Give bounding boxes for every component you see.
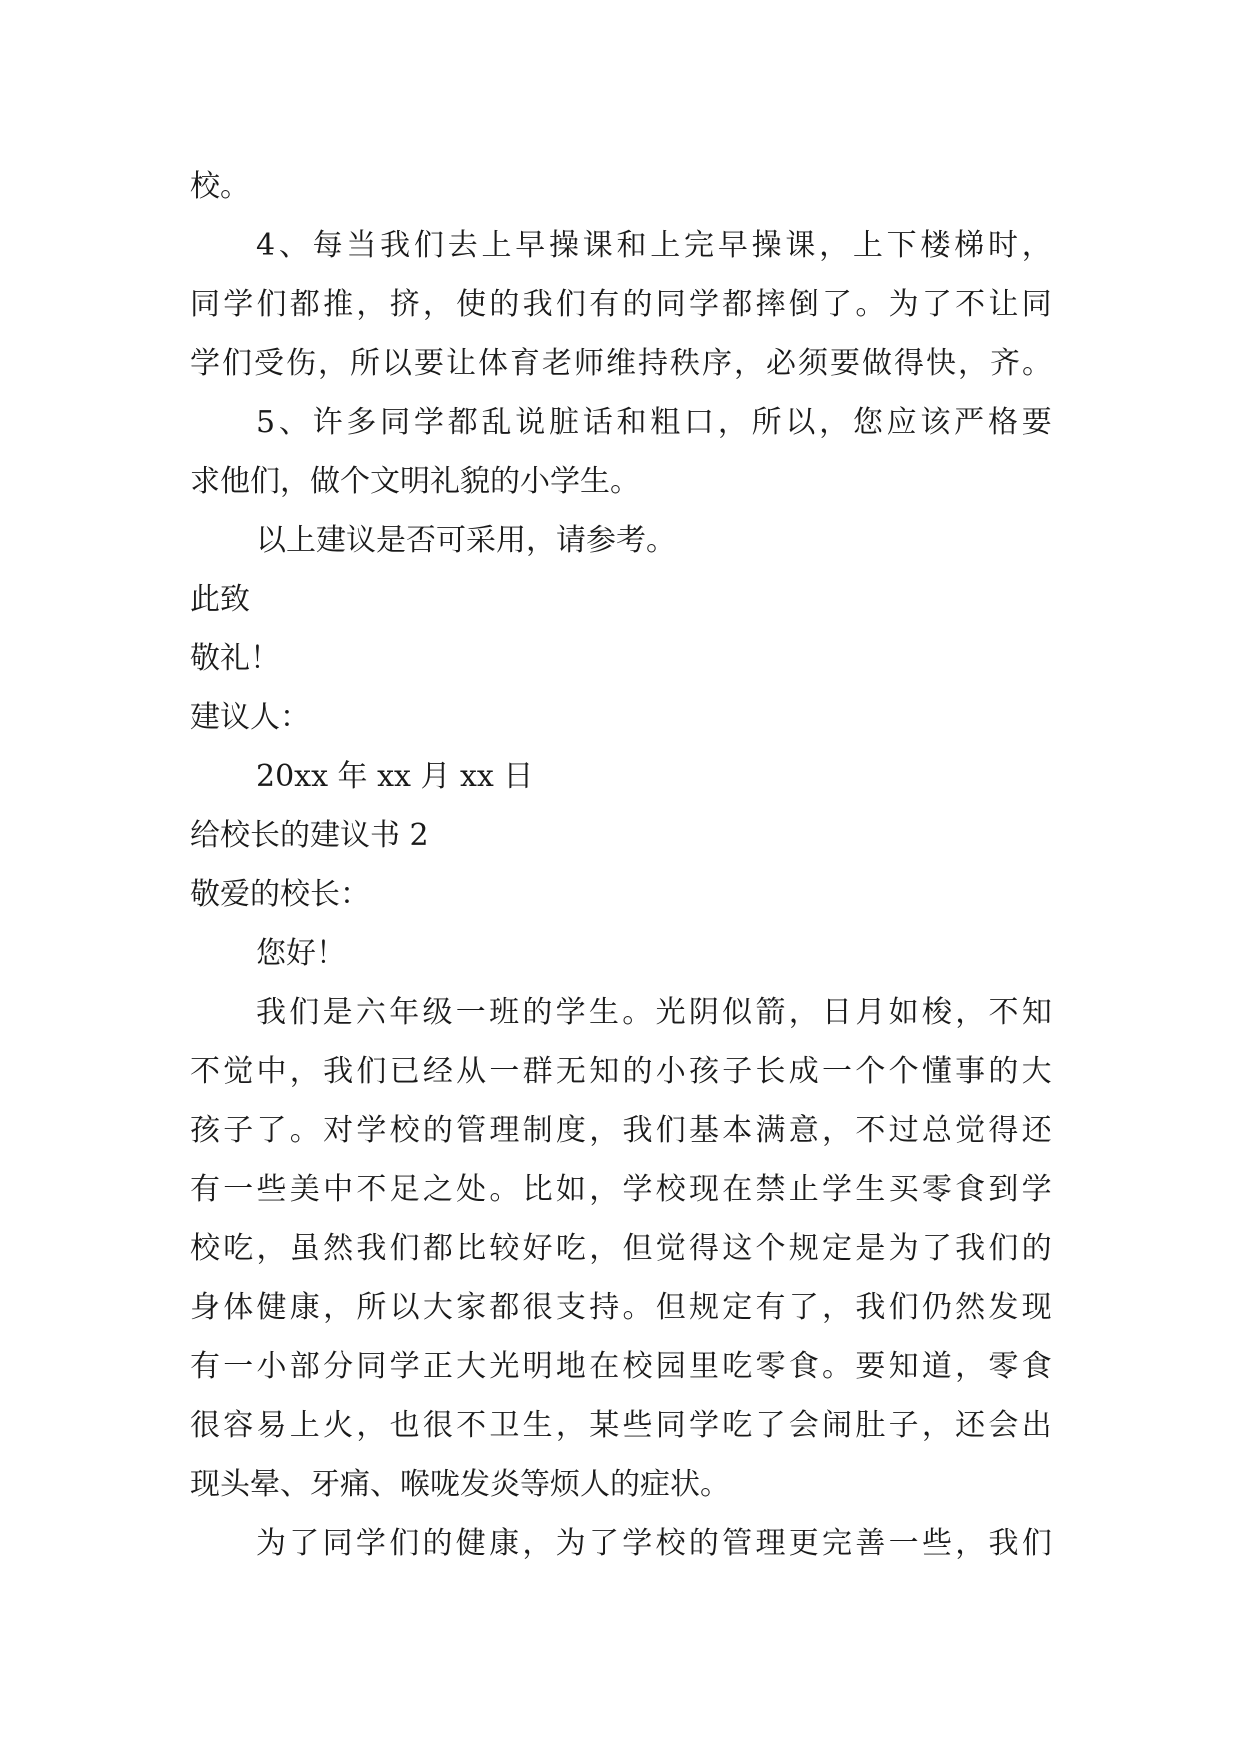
body-line: 为 了 同 学 们 的 健 康 ， 为 了 学 校 的 管 理 更 完 善 一 些 ， 我 们 <box>256 1526 1052 1561</box>
item-4-line-2: 同 学 们 都 推 ， 挤 ， 使 的 我 们 有 的 同 学 都 摔 倒 了 。 为 了 不 让 同 <box>190 287 1052 322</box>
body-line: 校 吃 ， 虽 然 我 们 都 比 较 好 吃 ， 但 觉 得 这 个 规 定 是 为 了 我 们 的 <box>190 1231 1052 1266</box>
body-line: 身 体 健 康 ， 所 以 大 家 都 很 支 持 。 但 规 定 有 了 ， 我 们 仍 然 发 现 <box>190 1290 1052 1325</box>
item-4-line-1: 4 、 每 当 我 们 去 上 早 操 课 和 上 完 早 操 课 ， 上 下 楼 梯 时 ， <box>256 228 1052 263</box>
paragraph-continuation: 校。 <box>190 169 250 204</box>
section-title: 给校长的建议书 2 <box>190 818 429 853</box>
salutation: 敬爱的校长： <box>190 877 370 912</box>
body-line: 孩 子 了 。 对 学 校 的 管 理 制 度 ， 我 们 基 本 满 意 ， 不 过 总 觉 得 还 <box>190 1113 1052 1148</box>
body-line: 现头晕、牙痛、喉咙发炎等烦人的症状。 <box>190 1467 730 1502</box>
greeting: 您好！ <box>256 936 346 971</box>
body-line: 不 觉 中 ， 我 们 已 经 从 一 群 无 知 的 小 孩 子 长 成 一 个 个 懂 事 的 大 <box>190 1054 1052 1089</box>
item-5-line-2: 求他们，做个文明礼貌的小学生。 <box>190 464 640 499</box>
cizhi: 此致 <box>190 582 250 617</box>
date-line: 20xx 年 xx 月 xx 日 <box>256 759 534 794</box>
jingli: 敬礼！ <box>190 641 280 676</box>
body-line: 有 一 些 美 中 不 足 之 处 。 比 如 ， 学 校 现 在 禁 止 学 生 买 零 食 到 学 <box>190 1172 1052 1207</box>
item-4-line-3: 学 们 受 伤 ， 所 以 要 让 体 育 老 师 维 持 秩 序 ， 必 须 要 做 得 快 ， 齐 。 <box>190 346 1052 381</box>
item-5-line-1: 5 、 许 多 同 学 都 乱 说 脏 话 和 粗 口 ， 所 以 ， 您 应 该 严 格 要 <box>256 405 1052 440</box>
body-line: 我 们 是 六 年 级 一 班 的 学 生 。 光 阴 似 箭 ， 日 月 如 梭 ， 不 知 <box>256 995 1052 1030</box>
closing-note: 以上建议是否可采用，请参考。 <box>256 523 676 558</box>
body-line: 有 一 小 部 分 同 学 正 大 光 明 地 在 校 园 里 吃 零 食 。 要 知 道 ， 零 食 <box>190 1349 1052 1384</box>
body-line: 很 容 易 上 火 ， 也 很 不 卫 生 ， 某 些 同 学 吃 了 会 闹 肚 子 ， 还 会 出 <box>190 1408 1052 1443</box>
proposer-label: 建议人： <box>190 700 310 735</box>
